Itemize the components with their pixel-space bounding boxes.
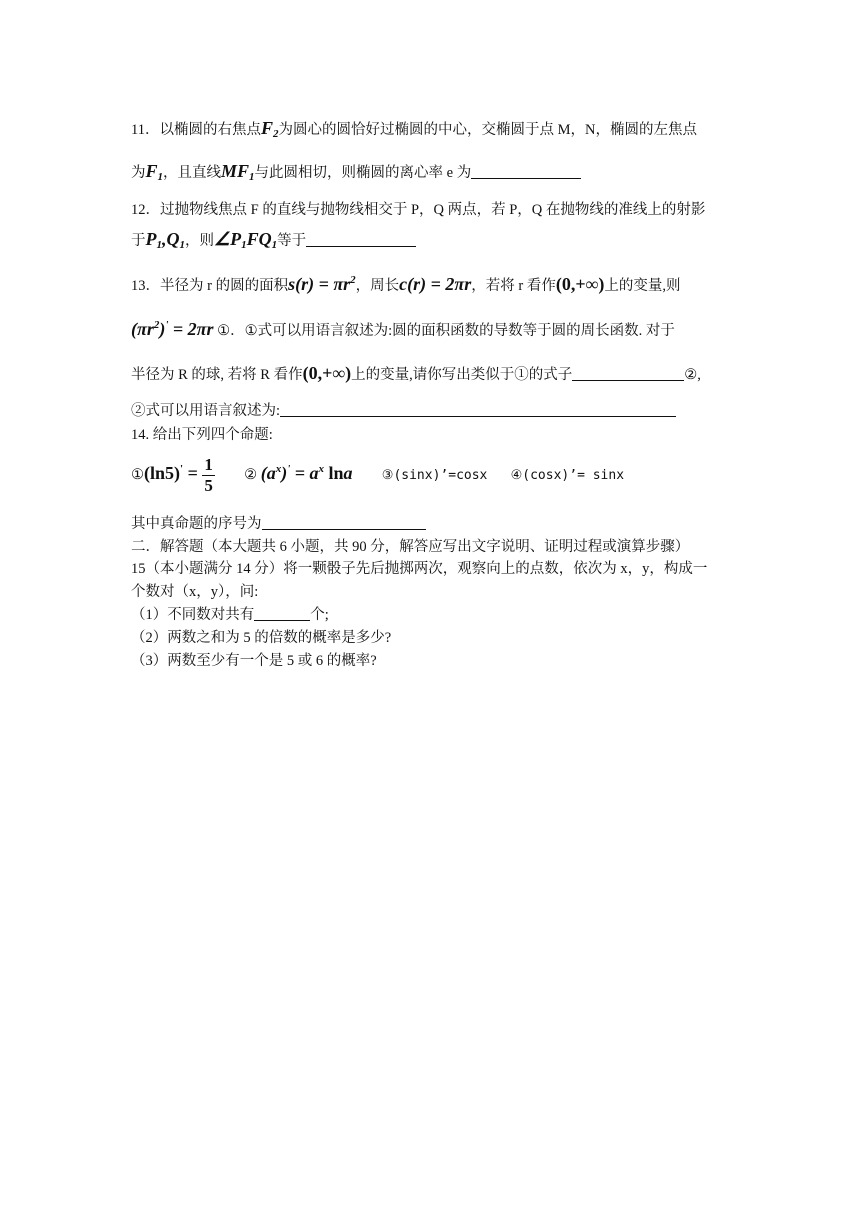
- math-ax-derivative: $(a^x)' = a^x$ lna: [260, 462, 353, 483]
- answer-blank-q15-1[interactable]: [254, 606, 310, 621]
- answer-blank-q14[interactable]: [262, 515, 426, 530]
- math-circumference: c(r) = 2πr: [399, 274, 472, 294]
- math-F1: $F_1$: [145, 161, 164, 183]
- q12-line1: 12．过抛物线焦点 F 的直线与抛物线相交于 P，Q 两点，若 P，Q 在抛物线的准线上的射影: [131, 202, 706, 218]
- math-ln5-derivative: (ln5)' =: [144, 462, 203, 483]
- math-fraction-one-fifth: $\frac{1}{5}$: [204, 455, 213, 495]
- q11-line1: 11．以椭圆的右焦点$F_2$为圆心的圆恰好过椭圆的中心，交椭圆于点 M，N，椭圆的左焦点: [131, 118, 697, 140]
- math-F2: $F_2$: [260, 118, 279, 140]
- q14-title: 14. 给出下列四个命题:: [131, 427, 273, 443]
- q14-props: ①(ln5)' = $\frac{1}{5}$ ② $(a^x)' = a^x$ lna ③(sinx)’=cosx ④(cosx)’= sinx: [131, 455, 625, 495]
- q15-sub3: （3）两数至少有一个是 5 或 6 的概率?: [131, 653, 377, 669]
- math-angle-P1FQ1: $\angle P_1FQ_1$: [214, 229, 278, 251]
- math-MF1: $MF_1$: [221, 161, 255, 183]
- q13-line4: ②式可以用语言叙述为:: [131, 399, 676, 420]
- q15-line1: 15（本小题满分 14 分）将一颗骰子先后抛掷两次，观察向上的点数，依次为 x，y，构成一: [131, 561, 708, 577]
- math-derivative: $(\pi r^2)' = 2\pi r$: [131, 319, 214, 339]
- answer-blank-q13-formula[interactable]: [572, 366, 684, 381]
- math-P1Q1: $P_1,Q_1$: [145, 229, 185, 251]
- q15-sub1: （1）不同数对共有 个;: [131, 607, 329, 623]
- q15-line2: 个数对（x，y），问:: [131, 584, 259, 600]
- answer-blank-q13-statement[interactable]: [280, 402, 676, 417]
- q13-line1: 13．半径为 r 的圆的面积$s(r) = \pi r^2$，周长c(r) = 2πr，若将 r 看作(0,+∞)上的变量,则: [131, 274, 681, 294]
- section-heading: 二．解答题（本大题共 6 小题，共 90 分，解答应写出文字说明、证明过程或演算步骤）: [131, 539, 690, 555]
- q12-line2: 于$P_1,Q_1$，则$\angle P_1FQ_1$等于: [131, 229, 416, 251]
- answer-blank-q11[interactable]: [471, 164, 581, 179]
- math-area: $s(r) = \pi r^2$: [288, 274, 356, 294]
- math-interval: (0,+∞): [555, 274, 605, 294]
- answer-blank-q12[interactable]: [306, 232, 416, 247]
- q15-sub2: （2）两数之和为 5 的倍数的概率是多少?: [131, 630, 392, 646]
- q14-answer: 其中真命题的序号为: [131, 512, 426, 533]
- math-interval-2: (0,+∞): [302, 363, 352, 383]
- q13-line2: $(\pi r^2)' = 2\pi r$ ①．①式可以用语言叙述为:圆的面积函数的导数等于圆的周长函数. 对于: [131, 319, 675, 339]
- q11-line2: 为$F_1$，且直线$MF_1$与此圆相切，则椭圆的离心率 e 为: [131, 161, 581, 183]
- q13-line3: 半径为 R 的球, 若将 R 看作(0,+∞)上的变量,请你写出类似于①的式子 ②,: [131, 363, 701, 383]
